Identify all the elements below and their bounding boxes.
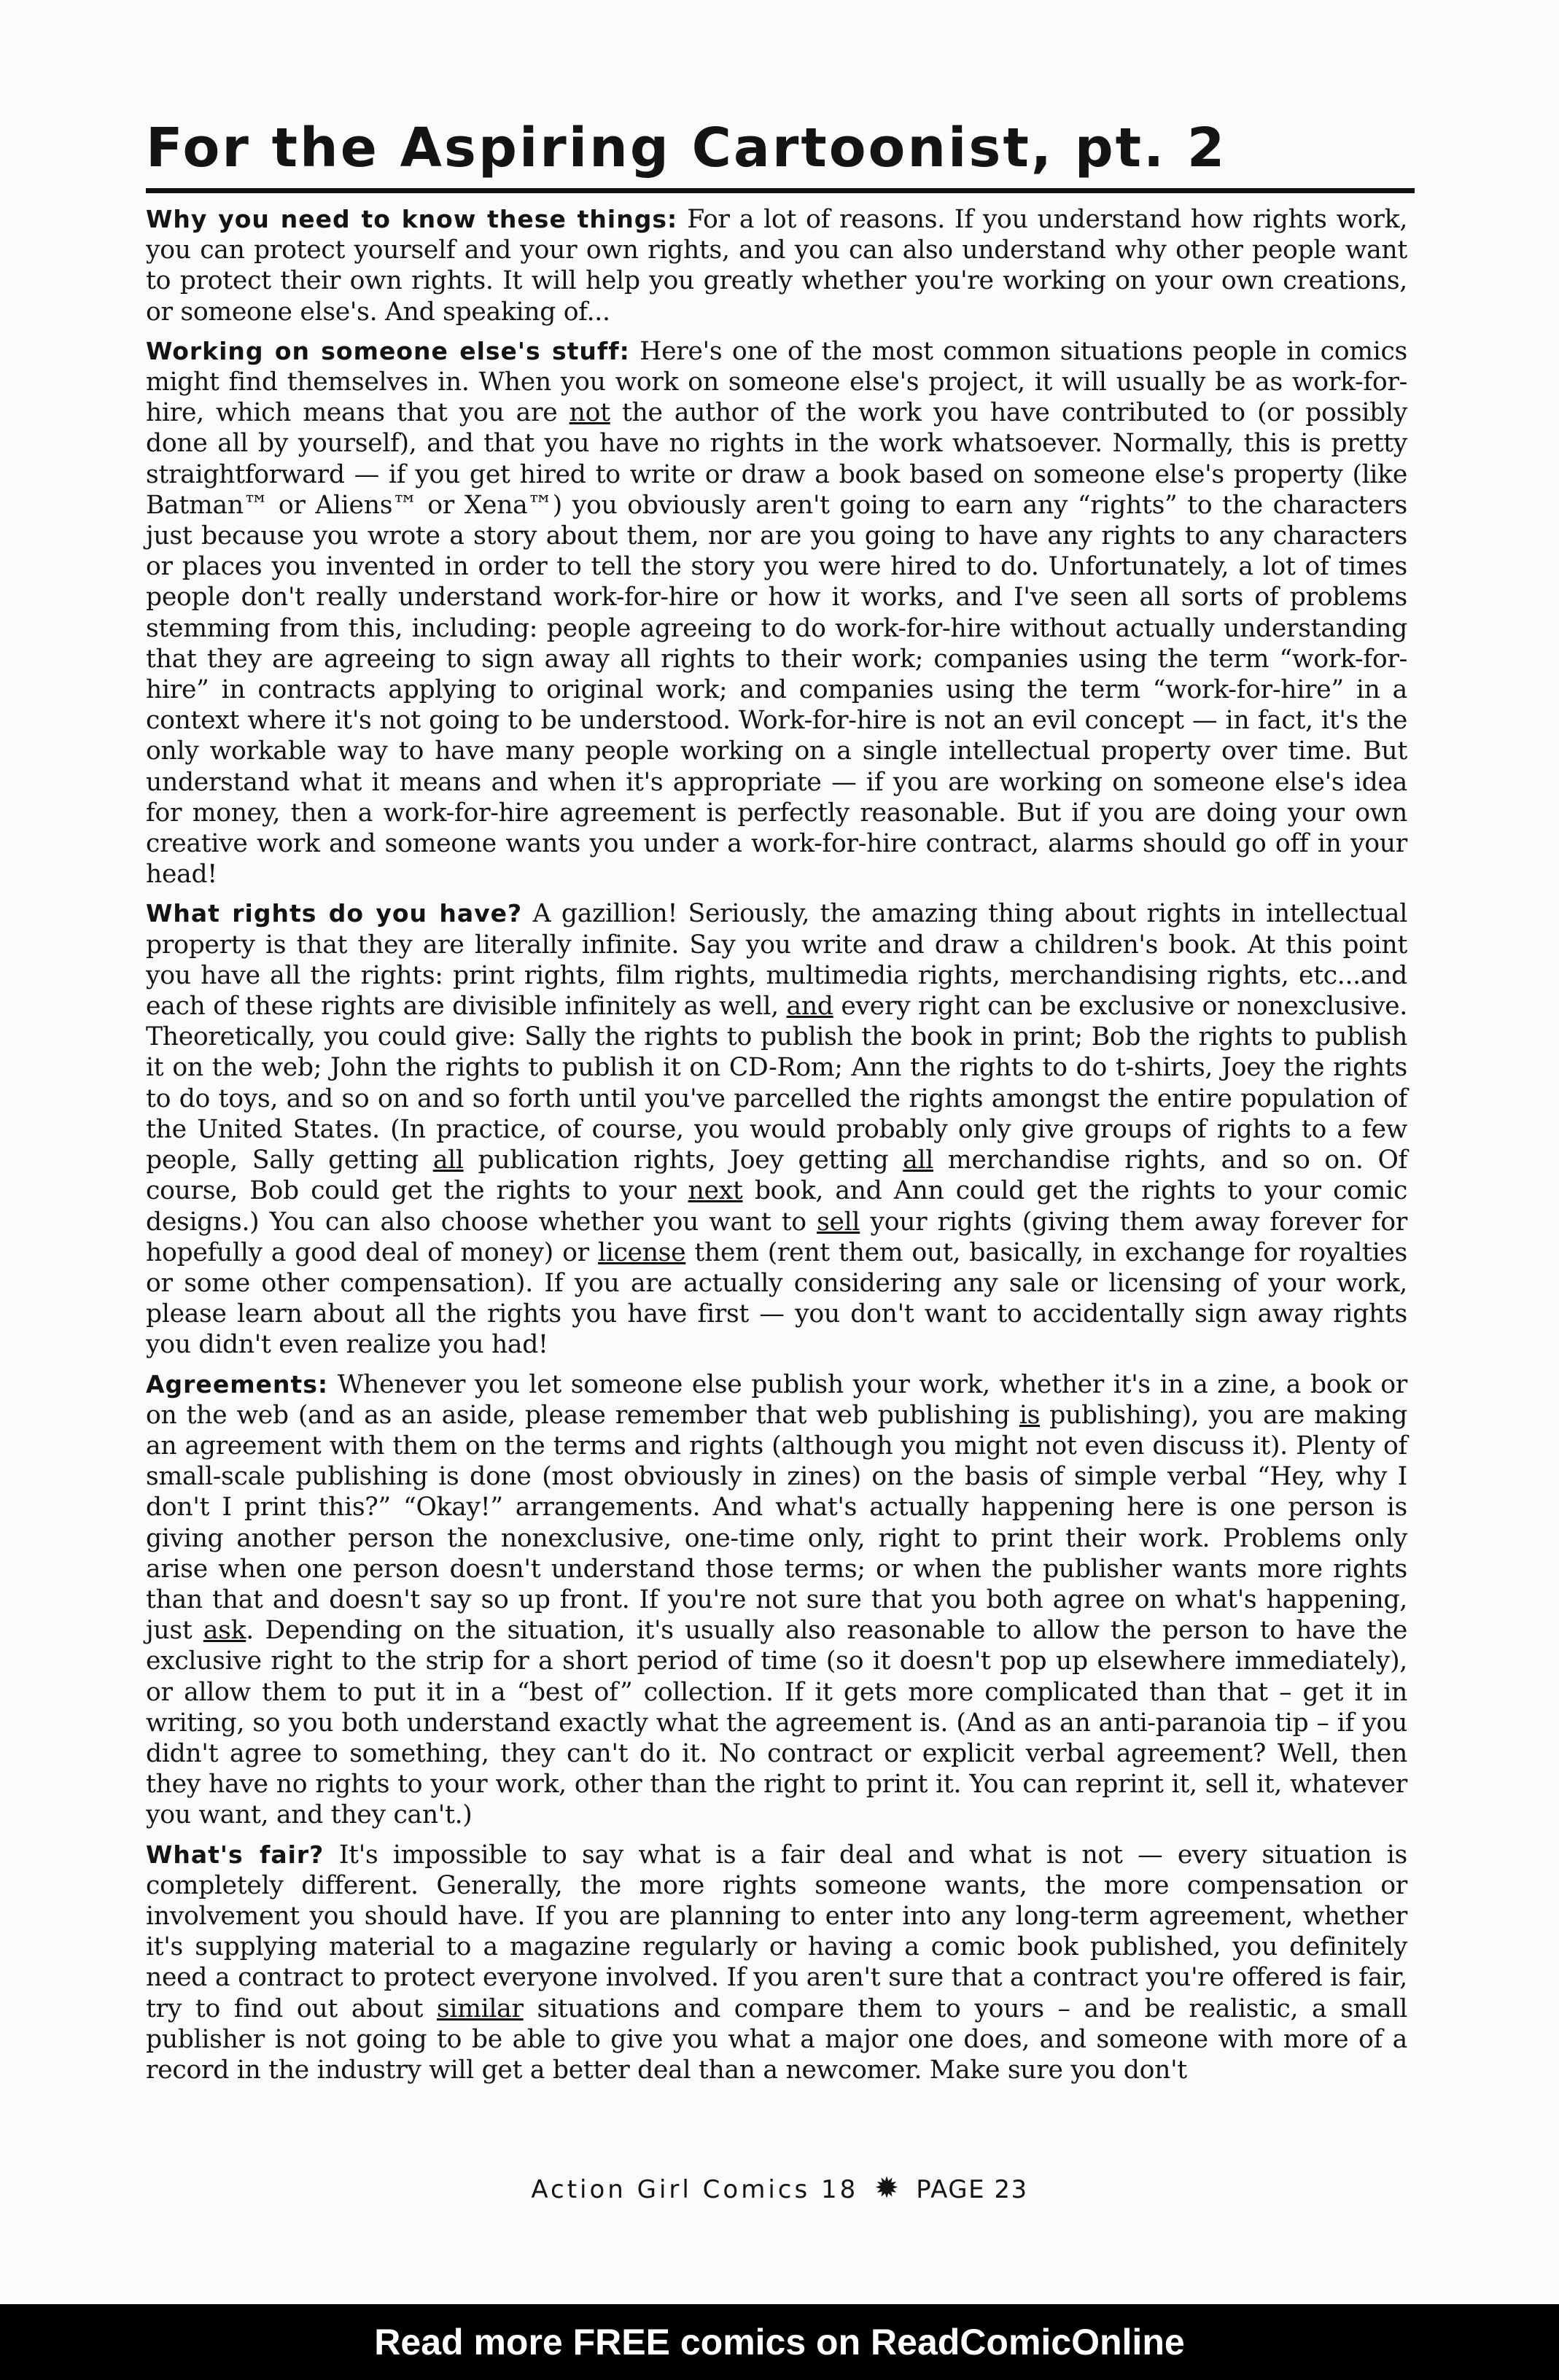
body-text: every right can be exclusive or nonexclusive. Theoretically, you could give: Sally the rights to publish the book in print; Bob the rights to publish it on the web; John the rights to publish it on CD-Rom; Ann the rights to do t-shirts, Joey the rights to do toys, and so on and so forth until you've parcelled the rights amongst the entire population of the United States. (In practice, of course, you would probably only give groups of rights to a few people, Sally getting	[146, 992, 1407, 1175]
article-paragraph	[146, 898, 1407, 1360]
page-footer	[0, 2171, 1559, 2205]
body-text: book, and Ann could get the rights to your comic designs.) You can also choose whether you want to	[146, 1176, 1408, 1237]
body-text: situations and compare them to yours – and be realistic, a small publisher is not going to be able to give you what a major one does, and someone with more of a record in the industry will get a better deal than a newcomer. Make sure you don't	[146, 1994, 1407, 2085]
section-heading: What rights do you have?	[146, 899, 523, 928]
body-text: your rights (giving them away forever for hopefully a good deal of money) or	[146, 1207, 1407, 1267]
promo-banner[interactable]: Read more FREE comics on ReadComicOnline	[0, 2304, 1559, 2380]
page-title: For the Aspiring Cartoonist, pt. 2	[146, 108, 1415, 193]
article-paragraph	[146, 204, 1407, 327]
body-text: publication rights, Joey getting	[463, 1146, 903, 1175]
body-text: . Depending on the situation, it's usually also reasonable to allow the person to have the exclusive right to the strip for a short period of time (so it doesn't pop up elsewhere immediately), or allow them to put it in a “best of” collection. If it gets more complicated than that – get it in writing, so you both understand exactly what the agreement is. (And as an anti-paranoia tip – if you didn't agree to something, they can't do it. No contract or explicit verbal agreement? Well, then they have no rights to your work, other than the right to print it. You can reprint it, sell it, whatever you want, and they can't.)	[146, 1616, 1407, 1830]
body-text: publishing), you are making an agreement with them on the terms and rights (although you might not even discuss it). Plenty of small-scale publishing is done (most obviously in zines) on the basis of simple verbal “Hey, why I don't I print this?” “Okay!” arrangements. And what's actually happening here is one person is giving another person the nonexclusive, one-time only, right to print their work. Problems only arise when one person doesn't understand those terms; or when the publisher wants more rights than that and doesn't say so up front. If you're not sure that you both agree on what's happening, just	[146, 1400, 1407, 1646]
article-paragraph	[146, 336, 1407, 890]
underlined-text: ask	[203, 1616, 246, 1646]
page-number: PAGE 23	[916, 2175, 1028, 2204]
magazine-issue: Action Girl Comics 18	[531, 2175, 859, 2204]
underlined-text: not	[569, 398, 610, 428]
underlined-text: all	[432, 1146, 464, 1175]
article-paragraph	[146, 1840, 1407, 2086]
underlined-text: similar	[436, 1994, 524, 2023]
body-text: the author of the work you have contributed to (or possibly done all by yourself), and that you have no rights in the work whatsoever. Normally, this is pretty straightforward — if you get hired to write or draw a book based on someone else's property (like Batman™ or Aliens™ or Xena™) you obviously aren't going to earn any “rights” to the characters just because you wrote a story about them, nor are you going to have any rights to any characters or places you invented in order to tell the story you were hired to do. Unfortunately, a lot of times people don't really understand work-for-hire or how it works, and I've seen all sorts of problems stemming from this, including: people agreeing to do work-for-hire without actually understanding that they are agreeing to sign away all rights to their work; companies using the term “work-for-hire” in contracts applying to original work; and companies using the term “work-for-hire” in a context where it's not going to be understood. Work-for-hire is not an evil concept — in fact, it's the only workable way to have many people working on a single intellectual property over time. But understand what it means and when it's appropriate — if you are working on someone else's idea for money, then a work-for-hire agreement is perfectly reasonable. But if you are doing your own creative work and someone wants you under a work-for-hire contract, alarms should go off in your head!	[146, 398, 1407, 890]
underlined-text: all	[903, 1146, 934, 1175]
body-text: Whenever you let someone else publish your work, whether it's in a zine, a book or on the web (and as an aside, please remember that web publishing	[146, 1369, 1407, 1430]
body-text: Here's one of the most common situations people in comics might find themselves in. When you work on someone else's project, it will usually be as work-for-hire, which means that you are	[146, 336, 1407, 428]
star-icon: ✹	[874, 2171, 901, 2205]
underlined-text: and	[786, 992, 833, 1022]
body-text: merchandise rights, and so on. Of course, Bob could get the rights to your	[146, 1146, 1408, 1206]
body-text: It's impossible to say what is a fair deal and what is not — every situation is completely different. Generally, the more rights someone wants, the more compensation or involvement you should have. If you are planning to enter into any long-term agreement, whether it's supplying material to a magazine regularly or having a comic book published, you definitely need a contract to protect everyone involved. If you aren't sure that a contract you're offered is fair, try to find out about	[146, 1840, 1407, 2023]
article-body	[146, 204, 1407, 2094]
body-text: A gazillion! Seriously, the amazing thing about rights in intellectual property is that they are literally infinite. Say you write and draw a children's book. At this point you have all the rights: print rights, film rights, multimedia rights, merchandising rights, etc...and each of these rights are divisible infinitely as well,	[146, 899, 1407, 1022]
underlined-text: next	[688, 1176, 743, 1206]
body-text: them (rent them out, basically, in exchange for royalties or some other compensation). If you are actually considering any sale or licensing of your work, please learn about all the rights you have first — you don't want to accidentally sign away rights you didn't even realize you had!	[146, 1237, 1407, 1360]
underlined-text: license	[597, 1237, 686, 1267]
underlined-text: sell	[817, 1207, 860, 1237]
body-text: For a lot of reasons. If you understand how rights work, you can protect yourself and your own rights, and you can also understand why other people want to protect their own rights. It will help you greatly whether you're working on your own creations, or someone else's. And speaking of...	[146, 205, 1408, 327]
section-heading: Agreements:	[146, 1369, 329, 1399]
section-heading: What's fair?	[146, 1840, 324, 1869]
section-heading: Working on someone else's stuff:	[146, 336, 630, 365]
article-paragraph	[146, 1369, 1407, 1831]
section-heading: Why you need to know these things:	[146, 205, 678, 233]
underlined-text: is	[1019, 1400, 1041, 1430]
